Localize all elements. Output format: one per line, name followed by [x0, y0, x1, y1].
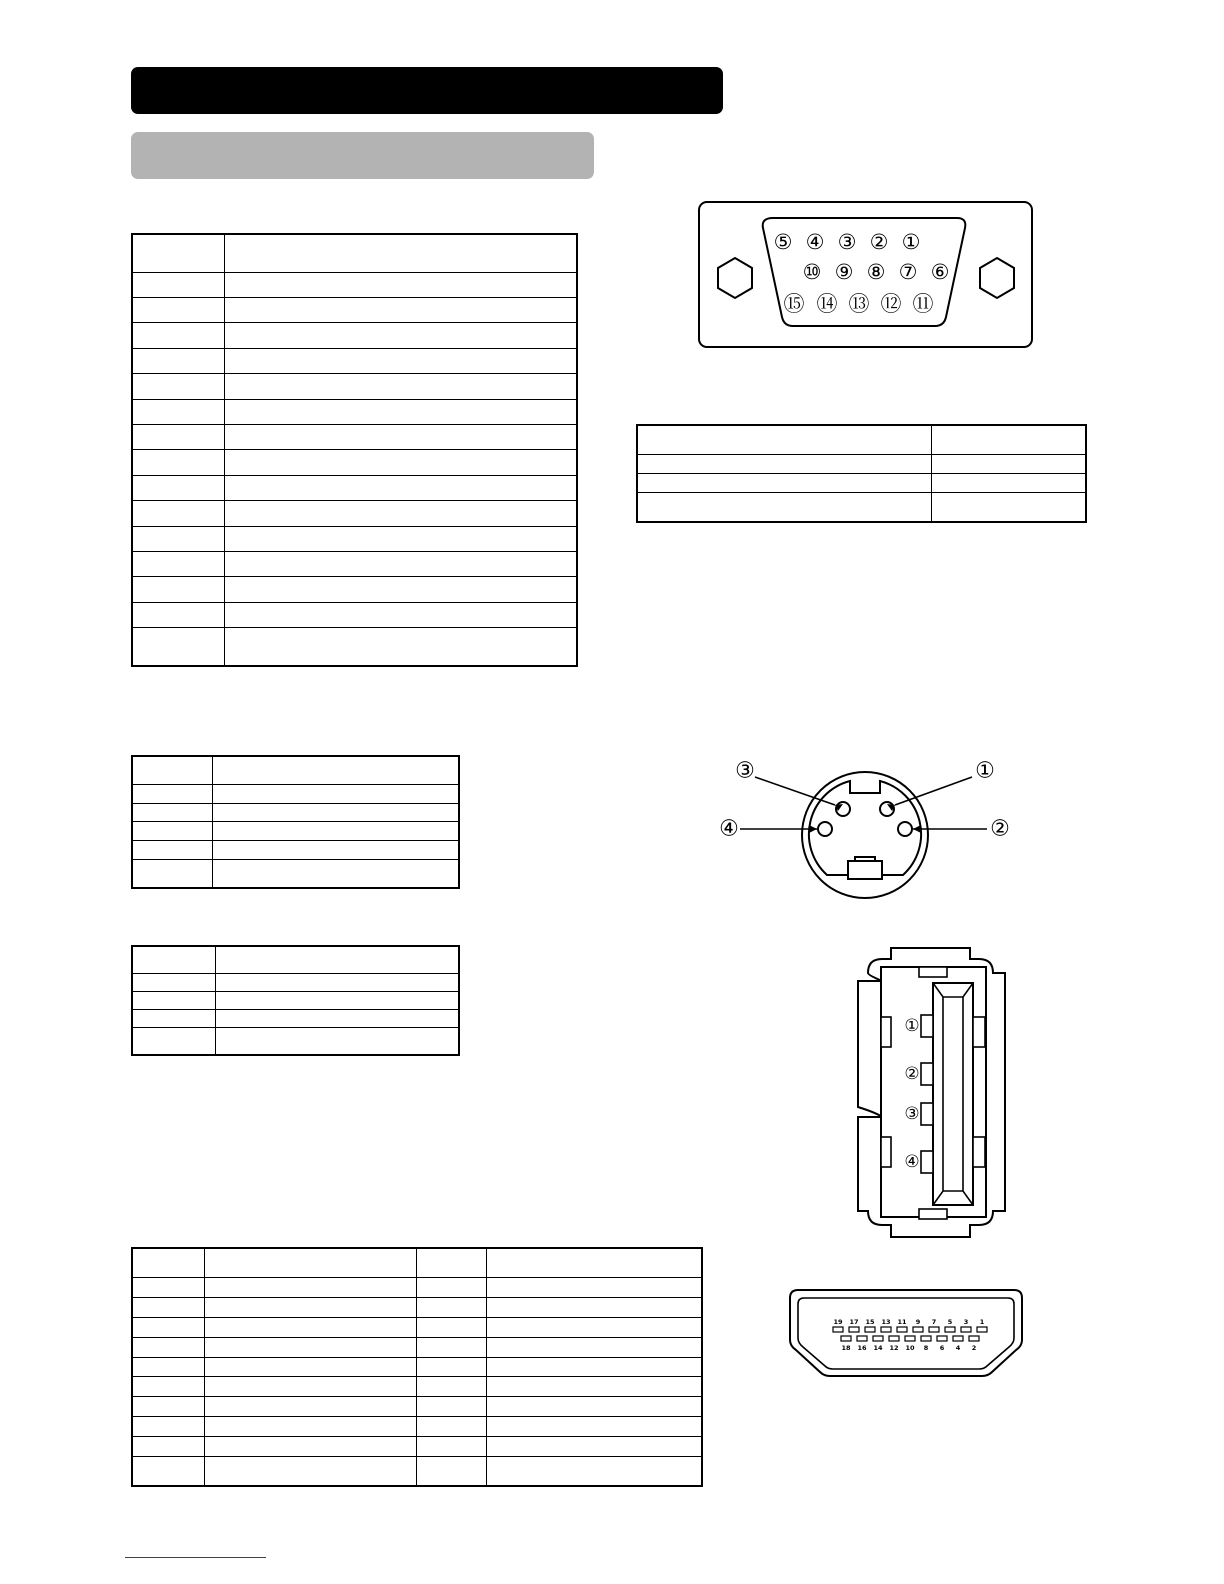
vga-pin-label: ③: [837, 230, 857, 254]
hdmi-inner-shell: [798, 1298, 1014, 1369]
table-cell: [132, 323, 224, 348]
table-cell: [416, 1248, 486, 1278]
table-cell: [204, 1456, 416, 1486]
screw-hex-left: [718, 258, 752, 298]
table-cell: [224, 298, 577, 323]
table-cell: [132, 1248, 204, 1278]
vga-pin-label: ⑫: [880, 292, 902, 316]
table-row: [132, 784, 459, 803]
table-cell: [204, 1436, 416, 1456]
vga-pin-table: [131, 233, 578, 667]
table-cell: [132, 298, 224, 323]
table-row: [132, 1278, 702, 1298]
table-cell: [204, 1337, 416, 1357]
table-row: [637, 493, 1086, 522]
vga-pin-label: ⑬: [848, 292, 870, 316]
table-cell: [132, 1456, 204, 1486]
table-cell: [224, 348, 577, 373]
table-row: [132, 272, 577, 297]
hdmi-pin-number: 7: [931, 1318, 937, 1326]
table-row: [132, 501, 577, 526]
table-row: [132, 602, 577, 627]
screw-hex-right: [980, 258, 1014, 298]
table-cell: [212, 784, 459, 803]
vga-pin-label: ⑥: [930, 260, 950, 284]
table-cell: [486, 1417, 702, 1437]
table-cell: [416, 1298, 486, 1318]
table-cell: [224, 272, 577, 297]
table-cell: [416, 1417, 486, 1437]
table-cell: [224, 475, 577, 500]
table-cell: [132, 1278, 204, 1298]
table-cell: [132, 348, 224, 373]
table-cell: [132, 991, 215, 1009]
signal-table: [636, 424, 1087, 523]
table-cell: [132, 1010, 215, 1028]
table-cell: [416, 1278, 486, 1298]
hdmi-pin-number: 10: [905, 1344, 915, 1352]
table-row: [132, 1436, 702, 1456]
table-cell: [486, 1337, 702, 1357]
table-cell: [416, 1357, 486, 1377]
table-cell: [224, 425, 577, 450]
hdmi-pin: [969, 1336, 979, 1341]
hdmi-pin: [849, 1327, 859, 1332]
table-cell: [416, 1436, 486, 1456]
table-cell: [212, 803, 459, 822]
table-row: [132, 323, 577, 348]
table-cell: [212, 822, 459, 841]
hdmi-pin: [857, 1336, 867, 1341]
hdmi-pin: [945, 1327, 955, 1332]
table-cell: [132, 1377, 204, 1397]
hdmi-pin: [937, 1336, 947, 1341]
table-row: [132, 860, 459, 888]
table-cell: [637, 454, 931, 473]
table-cell: [132, 973, 215, 991]
table-cell: [931, 425, 1086, 454]
table-cell: [132, 234, 224, 272]
table-cell: [204, 1248, 416, 1278]
hdmi-pin-number: 1: [979, 1318, 985, 1326]
svideo-label-3: ③: [735, 758, 755, 784]
vga-pin-label: ⑪: [912, 292, 934, 316]
hdmi-pin: [897, 1327, 907, 1332]
table-cell: [224, 526, 577, 551]
table-row: [637, 454, 1086, 473]
table-row: [132, 1456, 702, 1486]
table-cell: [212, 841, 459, 860]
svideo-pin-table: [131, 755, 460, 889]
table-cell: [132, 272, 224, 297]
usb-contact-1: [921, 1015, 933, 1037]
table-cell: [224, 501, 577, 526]
table-cell: [132, 1317, 204, 1337]
table-cell: [224, 374, 577, 399]
table-cell: [132, 822, 212, 841]
table-row: [132, 1377, 702, 1397]
table-cell: [132, 475, 224, 500]
hdmi-pin: [865, 1327, 875, 1332]
table-cell: [416, 1456, 486, 1486]
table-cell: [224, 552, 577, 577]
table-row: [132, 1010, 459, 1028]
table-cell: [132, 628, 224, 666]
table-row: [132, 399, 577, 424]
svideo-connector-diagram: [715, 755, 1020, 900]
table-cell: [224, 628, 577, 666]
vga-pin-label: ①: [901, 230, 921, 254]
svideo-label-4: ④: [719, 816, 739, 842]
table-row: [132, 822, 459, 841]
hdmi-pin-number: 8: [923, 1344, 929, 1352]
table-cell: [204, 1298, 416, 1318]
table-row: [132, 946, 459, 973]
hdmi-pin-number: 2: [971, 1344, 977, 1352]
table-cell: [132, 1357, 204, 1377]
hdmi-pin-number: 5: [947, 1318, 953, 1326]
table-row: [132, 1248, 702, 1278]
table-cell: [132, 425, 224, 450]
vga-pin-label: ⑤: [773, 230, 793, 254]
table-cell: [132, 946, 215, 973]
hdmi-pin-number: 14: [873, 1344, 883, 1352]
hdmi-pin: [881, 1327, 891, 1332]
table-cell: [132, 602, 224, 627]
table-cell: [224, 399, 577, 424]
hdmi-pin: [929, 1327, 939, 1332]
hdmi-pin-number: 15: [865, 1318, 875, 1326]
table-cell: [931, 493, 1086, 522]
table-cell: [204, 1357, 416, 1377]
svideo-label-1: ①: [975, 758, 995, 784]
table-cell: [132, 577, 224, 602]
svideo-pin-4: [818, 822, 832, 836]
table-row: [132, 374, 577, 399]
table-cell: [204, 1397, 416, 1417]
svideo-label-2: ②: [990, 816, 1010, 842]
table-cell: [132, 803, 212, 822]
table-row: [132, 348, 577, 373]
table-cell: [215, 973, 459, 991]
table-cell: [637, 425, 931, 454]
hdmi-pin: [953, 1336, 963, 1341]
table-cell: [416, 1317, 486, 1337]
table-cell: [132, 1436, 204, 1456]
table-cell: [486, 1377, 702, 1397]
table-cell: [224, 323, 577, 348]
table-cell: [416, 1377, 486, 1397]
table-cell: [204, 1317, 416, 1337]
hdmi-pin-number: 17: [849, 1318, 859, 1326]
table-cell: [132, 501, 224, 526]
table-row: [132, 425, 577, 450]
vga-pin-label: ⑭: [816, 292, 838, 316]
hdmi-pin-number: 11: [897, 1318, 907, 1326]
hdmi-pin-number: 4: [955, 1344, 961, 1352]
table-cell: [132, 1298, 204, 1318]
table-cell: [637, 473, 931, 492]
table-cell: [132, 841, 212, 860]
vga-pin-label: ④: [805, 230, 825, 254]
table-cell: [215, 1028, 459, 1055]
table-cell: [212, 756, 459, 784]
usb-label-3: ③: [904, 1104, 920, 1124]
vga-pin-label: ⑨: [834, 260, 854, 284]
hdmi-pin-number: 12: [889, 1344, 899, 1352]
footer-link-underline: [125, 1557, 266, 1558]
table-cell: [132, 450, 224, 475]
table-cell: [132, 756, 212, 784]
hdmi-pin-number: 13: [881, 1318, 891, 1326]
table-row: [132, 526, 577, 551]
table-cell: [132, 1337, 204, 1357]
table-cell: [212, 860, 459, 888]
vga-pin-label: ⑦: [898, 260, 918, 284]
vga-pin-label: ⑩: [802, 260, 822, 284]
table-row: [132, 552, 577, 577]
hdmi-connector-diagram: [786, 1288, 1026, 1380]
hdmi-pin: [873, 1336, 883, 1341]
table-cell: [132, 526, 224, 551]
usb-label-4: ④: [904, 1152, 920, 1172]
table-cell: [132, 552, 224, 577]
usb-contact-2: [921, 1063, 933, 1085]
table-cell: [204, 1278, 416, 1298]
table-row: [132, 450, 577, 475]
table-row: [132, 234, 577, 272]
table-row: [637, 473, 1086, 492]
table-cell: [416, 1337, 486, 1357]
table-cell: [132, 860, 212, 888]
table-row: [132, 1317, 702, 1337]
table-cell: [132, 1397, 204, 1417]
table-row: [132, 973, 459, 991]
hdmi-pin: [977, 1327, 987, 1332]
hdmi-pin-table: [131, 1247, 703, 1487]
table-cell: [931, 473, 1086, 492]
table-cell: [204, 1417, 416, 1437]
table-row: [132, 577, 577, 602]
table-row: [132, 803, 459, 822]
vga-pin-label: ⑮: [783, 292, 805, 316]
usb-contact-3: [921, 1103, 933, 1125]
hdmi-pin-number: 18: [841, 1344, 851, 1352]
table-cell: [215, 1010, 459, 1028]
usb-pin-table: [131, 945, 460, 1056]
table-cell: [637, 493, 931, 522]
table-row: [132, 1028, 459, 1055]
usb-label-2: ②: [904, 1064, 920, 1084]
table-row: [132, 298, 577, 323]
table-row: [132, 841, 459, 860]
hdmi-pin: [921, 1336, 931, 1341]
hdmi-pin: [913, 1327, 923, 1332]
table-row: [132, 628, 577, 666]
table-cell: [486, 1436, 702, 1456]
hdmi-pin: [905, 1336, 915, 1341]
hdmi-pin-number: 9: [915, 1318, 921, 1326]
table-cell: [132, 784, 212, 803]
vga-connector-diagram: [697, 200, 1035, 350]
table-row: [132, 475, 577, 500]
vga-pin-label: ②: [869, 230, 889, 254]
hdmi-pin: [841, 1336, 851, 1341]
table-cell: [132, 374, 224, 399]
table-cell: [224, 234, 577, 272]
hdmi-pin: [833, 1327, 843, 1332]
table-cell: [132, 1417, 204, 1437]
hdmi-pin-number: 3: [963, 1318, 969, 1326]
usb-label-1: ①: [904, 1016, 920, 1036]
table-cell: [224, 577, 577, 602]
hdmi-pin-number: 16: [857, 1344, 867, 1352]
table-cell: [215, 946, 459, 973]
table-row: [132, 1337, 702, 1357]
table-row: [132, 756, 459, 784]
table-cell: [224, 450, 577, 475]
hdmi-pin-number: 19: [833, 1318, 843, 1326]
table-cell: [204, 1377, 416, 1397]
hdmi-pin: [889, 1336, 899, 1341]
table-cell: [224, 602, 577, 627]
table-cell: [931, 454, 1086, 473]
table-cell: [132, 399, 224, 424]
usb-connector-diagram: [855, 945, 1011, 1240]
table-cell: [486, 1357, 702, 1377]
table-row: [132, 1417, 702, 1437]
subsection-title-bar: [131, 132, 594, 179]
table-cell: [486, 1248, 702, 1278]
vga-pin-label: ⑧: [866, 260, 886, 284]
table-cell: [486, 1397, 702, 1417]
table-cell: [486, 1456, 702, 1486]
section-title-bar: [131, 67, 723, 114]
table-cell: [416, 1397, 486, 1417]
table-cell: [486, 1298, 702, 1318]
table-row: [132, 1397, 702, 1417]
usb-contact-4: [921, 1151, 933, 1173]
table-row: [132, 991, 459, 1009]
hdmi-pin-number: 6: [939, 1344, 945, 1352]
table-cell: [132, 1028, 215, 1055]
table-cell: [486, 1317, 702, 1337]
hdmi-pin: [961, 1327, 971, 1332]
table-cell: [486, 1278, 702, 1298]
table-row: [132, 1357, 702, 1377]
table-row: [132, 1298, 702, 1318]
table-cell: [215, 991, 459, 1009]
table-row: [637, 425, 1086, 454]
svideo-pin-2: [898, 822, 912, 836]
